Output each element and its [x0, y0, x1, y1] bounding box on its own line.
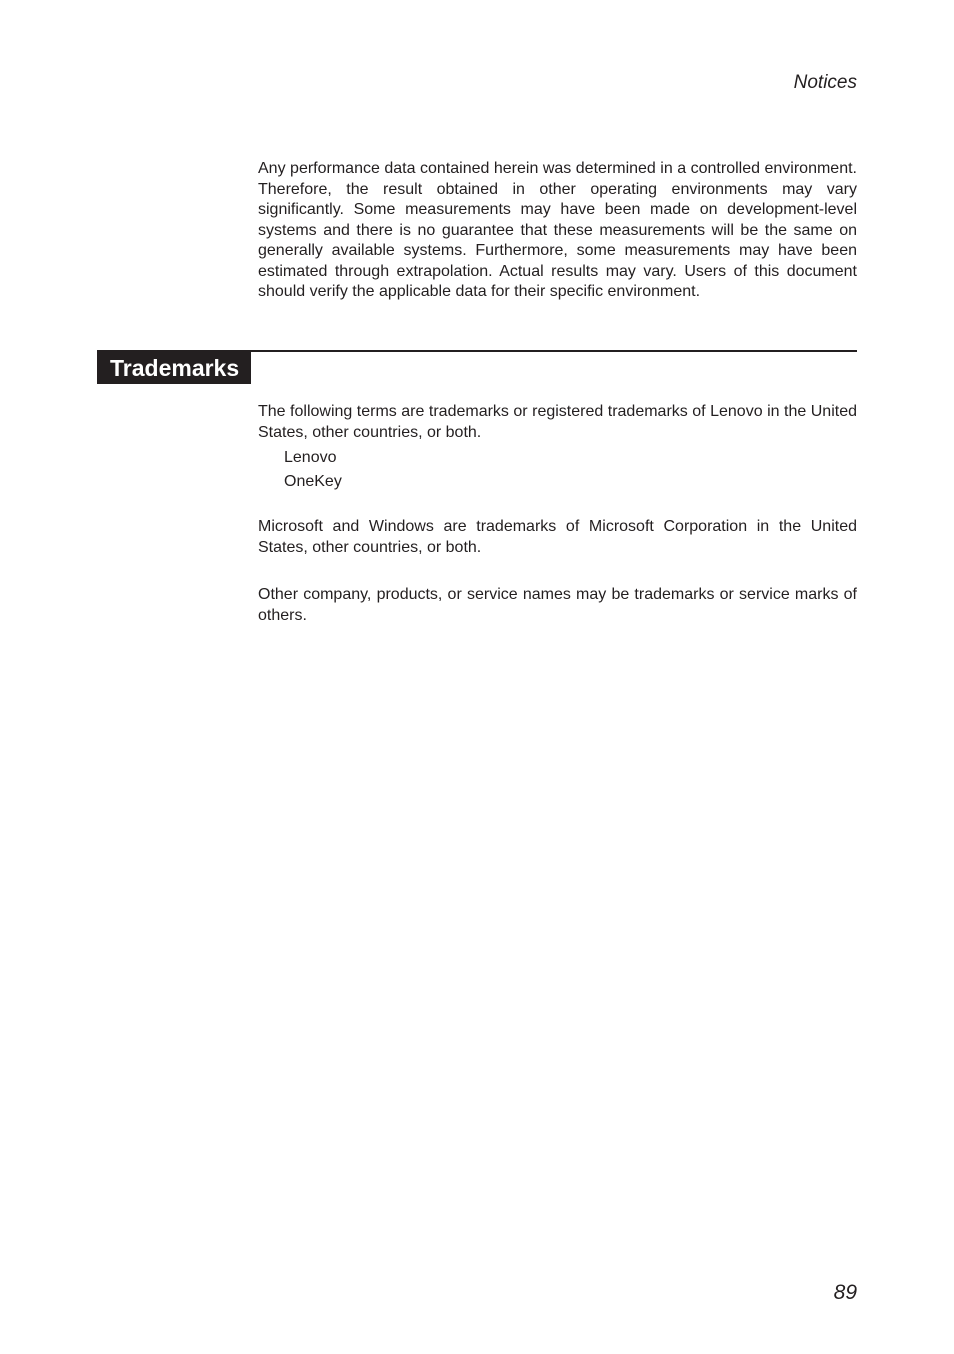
trademark-terms-list: [284, 446, 342, 494]
other-trademarks-paragraph: Other company, products, or service names may be trademarks or service marks of others.: [258, 586, 857, 624]
microsoft-trademark-paragraph: Microsoft and Windows are trademarks of Microsoft Corporation in the United States, other countries, or both.: [258, 518, 857, 556]
page-number: 89: [833, 1281, 857, 1304]
performance-data-paragraph: Any performance data contained herein was determined in a controlled environment. Therefore, the result obtained in other operating environments may vary significantly. Some measurements may have been made on development-level systems and there is no guarantee that these measurements will be the same on generally available systems. Furthermore, some measurements may have been estimated through extrapolation. Actual results may vary. Users of this document should verify the applicable data for their specific environment.: [258, 160, 857, 300]
trademark-term-lenovo: Lenovo: [284, 449, 337, 466]
trademark-term-onekey: OneKey: [284, 473, 342, 490]
trademarks-intro-paragraph: The following terms are trademarks or registered trademarks of Lenovo in the United States, other countries, or both.: [258, 403, 857, 441]
running-header-notices: Notices: [793, 72, 857, 93]
trademarks-heading: Trademarks: [97, 352, 251, 384]
